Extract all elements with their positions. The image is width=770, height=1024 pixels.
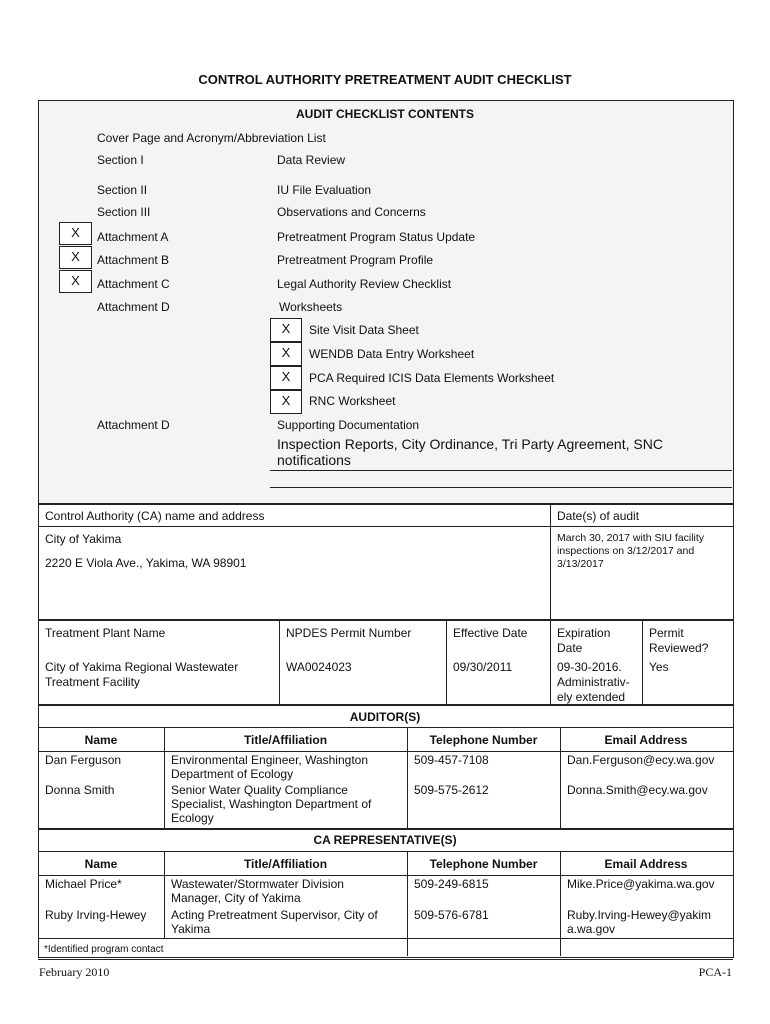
section-label: Section II bbox=[97, 183, 148, 197]
attachment-checkbox[interactable]: X bbox=[59, 270, 92, 293]
rep-title: Acting Pretreatment Supervisor, City of Yakima bbox=[171, 908, 378, 936]
divider bbox=[38, 526, 733, 527]
section-title: Worksheets bbox=[279, 300, 343, 314]
auditor-phone: 509-575-2612 bbox=[414, 783, 489, 797]
rep-name: Michael Price* bbox=[45, 877, 122, 891]
section-label: Section III bbox=[97, 205, 151, 219]
worksheet-label: RNC Worksheet bbox=[309, 394, 396, 408]
plant-header: Effective Date bbox=[453, 626, 528, 640]
ca-address: 2220 E Viola Ave., Yakima, WA 98901 bbox=[45, 556, 247, 570]
section-label: Attachment D bbox=[97, 418, 170, 432]
footer-page: PCA-1 bbox=[698, 965, 732, 979]
divider bbox=[642, 619, 643, 704]
footer-rule bbox=[38, 959, 733, 960]
divider bbox=[38, 727, 733, 728]
ca-name: City of Yakima bbox=[45, 532, 122, 546]
auditor-title: Senior Water Quality Compliance Specialist, Washington Department of Ecology bbox=[171, 783, 372, 825]
section-label: Section I bbox=[97, 153, 144, 167]
worksheet-label: PCA Required ICIS Data Elements Worksheet bbox=[309, 371, 555, 385]
worksheet-checkbox[interactable]: X bbox=[270, 318, 302, 342]
auditor-email[interactable]: Dan.Ferguson@ecy.wa.gov bbox=[567, 753, 715, 767]
section-label: Attachment A bbox=[97, 230, 169, 244]
auditor-name: Donna Smith bbox=[45, 783, 115, 797]
auditors-col-header: Title/Affiliation bbox=[243, 733, 328, 747]
section-label: Attachment C bbox=[97, 277, 170, 291]
footer-date: February 2010 bbox=[39, 965, 110, 979]
section-label: Attachment B bbox=[97, 253, 170, 267]
plant-value: WA0024023 bbox=[286, 660, 352, 674]
section-label: Attachment D bbox=[97, 300, 170, 314]
reps-col-header: Name bbox=[84, 857, 118, 871]
divider bbox=[38, 875, 733, 876]
section-title: Legal Authority Review Checklist bbox=[277, 277, 452, 291]
section-title: Pretreatment Program Status Update bbox=[277, 230, 476, 244]
divider bbox=[38, 851, 733, 852]
document-title: CONTROL AUTHORITY PRETREATMENT AUDIT CHECKLIST bbox=[198, 72, 572, 87]
worksheet-checkbox[interactable]: X bbox=[270, 390, 302, 414]
ca-name-label: Control Authority (CA) name and address bbox=[45, 509, 265, 523]
rep-email[interactable]: Ruby.Irving-Hewey@yakima.wa.gov bbox=[567, 908, 711, 936]
auditors-col-header: Name bbox=[84, 733, 118, 747]
audit-date-label: Date(s) of audit bbox=[557, 509, 640, 523]
auditor-title: Environmental Engineer, Washington Department of Ecology bbox=[171, 753, 369, 781]
supporting-detail: Inspection Reports, City Ordinance, Tri Party Agreement, SNC notifications bbox=[277, 436, 663, 468]
worksheet-label: Site Visit Data Sheet bbox=[309, 323, 419, 337]
reps-col-header: Email Address bbox=[604, 857, 688, 871]
auditor-email[interactable]: Donna.Smith@ecy.wa.gov bbox=[567, 783, 708, 797]
reps-col-header: Title/Affiliation bbox=[243, 857, 328, 871]
plant-header: NPDES Permit Number bbox=[286, 626, 412, 640]
section-title: Pretreatment Program Profile bbox=[277, 253, 434, 267]
divider bbox=[38, 938, 733, 939]
worksheet-checkbox[interactable]: X bbox=[270, 342, 302, 366]
plant-value: City of Yakima Regional Wastewater Treatment Facility bbox=[45, 660, 239, 689]
rep-phone: 509-576-6781 bbox=[414, 908, 489, 922]
plant-header: Expiration Date bbox=[557, 626, 611, 655]
rep-email[interactable]: Mike.Price@yakima.wa.gov bbox=[567, 877, 715, 891]
rep-name: Ruby Irving-Hewey bbox=[45, 908, 147, 922]
worksheet-label: WENDB Data Entry Worksheet bbox=[309, 347, 475, 361]
auditors-col-header: Telephone Number bbox=[429, 733, 538, 747]
plant-header: Permit Reviewed? bbox=[649, 626, 709, 655]
auditor-name: Dan Ferguson bbox=[45, 753, 122, 767]
auditor-phone: 509-457-7108 bbox=[414, 753, 489, 767]
reps-col-header: Telephone Number bbox=[429, 857, 538, 871]
plant-header: Treatment Plant Name bbox=[45, 626, 166, 640]
attachment-checkbox[interactable]: X bbox=[59, 222, 92, 245]
rep-title: Wastewater/Stormwater Division Manager, City of Yakima bbox=[171, 877, 344, 905]
section-title: Observations and Concerns bbox=[277, 205, 426, 219]
auditors-col-header: Email Address bbox=[604, 733, 688, 747]
divider bbox=[550, 503, 551, 619]
divider bbox=[550, 619, 551, 704]
cover-page-line: Cover Page and Acronym/Abbreviation List bbox=[97, 131, 326, 145]
divider bbox=[38, 751, 733, 752]
section-title: IU File Evaluation bbox=[277, 183, 372, 197]
divider bbox=[279, 619, 280, 704]
divider bbox=[270, 470, 732, 471]
plant-value: 09-30-2016. Administrativ-ely extended bbox=[557, 660, 630, 704]
footnote: *Identified program contact bbox=[44, 944, 164, 955]
divider bbox=[446, 619, 447, 704]
plant-value: 09/30/2011 bbox=[453, 660, 513, 674]
section-title: Supporting Documentation bbox=[277, 418, 420, 432]
attachment-checkbox[interactable]: X bbox=[59, 246, 92, 269]
audit-date: March 30, 2017 with SIU facility inspections on 3/12/2017 and 3/13/2017 bbox=[557, 532, 705, 570]
plant-value: Yes bbox=[649, 660, 669, 674]
reps-heading: CA REPRESENTATIVE(S) bbox=[313, 833, 457, 847]
section-title: Data Review bbox=[277, 153, 346, 167]
rep-phone: 509-249-6815 bbox=[414, 877, 489, 891]
divider bbox=[270, 487, 732, 488]
worksheet-checkbox[interactable]: X bbox=[270, 366, 302, 390]
contents-heading: AUDIT CHECKLIST CONTENTS bbox=[296, 107, 474, 121]
auditors-heading: AUDITOR(S) bbox=[349, 710, 421, 724]
